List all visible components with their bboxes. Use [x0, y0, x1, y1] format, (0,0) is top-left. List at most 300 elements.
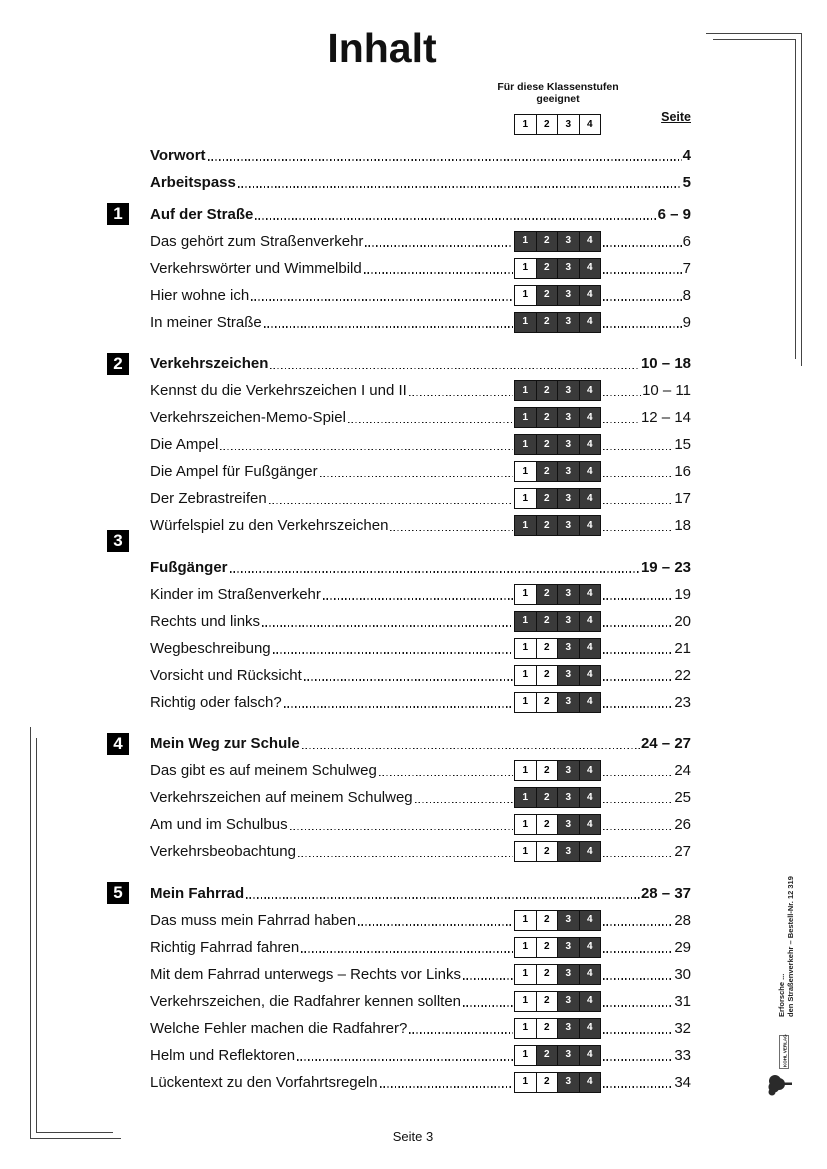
- grade-cell-4-marked: 4: [579, 435, 601, 454]
- grade-cell-1: 1: [515, 965, 536, 984]
- grade-cell-3-marked: 3: [557, 585, 579, 604]
- dot-leader: [603, 924, 673, 925]
- toc-entry-row: [150, 961, 691, 988]
- dot-leader: [603, 802, 673, 803]
- toc-entry-title: Die Ampel: [150, 436, 219, 453]
- toc-page-number: 25: [674, 789, 691, 806]
- grade-level-box: [514, 231, 601, 252]
- grade-cell-2-marked: 2: [536, 381, 558, 400]
- toc-entry-right: [601, 309, 691, 336]
- toc-entry-title: Das muss mein Fahrrad haben: [150, 911, 356, 929]
- grade-cell-3-marked: 3: [557, 435, 579, 454]
- grade-level-box: [514, 285, 601, 306]
- grade-levels-caption: [468, 81, 648, 105]
- toc-page-number: 30: [674, 965, 691, 983]
- grade-level-box: [514, 665, 601, 686]
- toc-entry-right: [601, 458, 691, 485]
- toc-page-number: 15: [674, 436, 691, 453]
- dot-leader: [364, 272, 513, 273]
- grade-cell-4-marked: 4: [579, 965, 601, 984]
- dot-leader: [348, 422, 513, 423]
- toc-entry-right: [601, 961, 691, 988]
- grade-cell-2: 2: [536, 965, 558, 984]
- grade-cell-1: 1: [515, 585, 536, 604]
- toc-entry-row: [150, 485, 691, 512]
- grade-cell-1: 1: [515, 115, 536, 134]
- toc-page-number: 21: [674, 639, 691, 657]
- page-column-header: Seite: [661, 110, 691, 124]
- dot-leader: [463, 978, 513, 979]
- dot-leader: [304, 679, 513, 680]
- toc-page-number: 31: [674, 992, 691, 1010]
- grade-cell-2-marked: 2: [536, 232, 558, 251]
- grade-cell-4-marked: 4: [579, 639, 601, 658]
- grade-cell-1: 1: [515, 815, 536, 834]
- toc-entry-row: [150, 255, 691, 282]
- toc-entry-right: [601, 1042, 691, 1069]
- toc-entry-left: [150, 961, 514, 988]
- dot-leader: [246, 897, 640, 898]
- grade-cell-3-marked: 3: [557, 938, 579, 957]
- toc-entry-right: [601, 988, 691, 1015]
- toc-entry-left: [150, 282, 514, 309]
- grade-cell-4-marked: 4: [579, 911, 601, 930]
- grade-cell-3-marked: 3: [557, 911, 579, 930]
- toc-entry-row: [150, 1069, 691, 1096]
- section-number-badge: 1: [107, 203, 129, 225]
- grade-cell-2-marked: 2: [536, 462, 558, 481]
- dot-leader: [270, 368, 640, 369]
- grade-cell-1: 1: [515, 1046, 536, 1065]
- toc-entry-right: [601, 1069, 691, 1096]
- toc-entry-row: [150, 228, 691, 255]
- toc-entry-left: [150, 811, 514, 838]
- grade-level-box: [514, 991, 601, 1012]
- grade-cell-4-marked: 4: [579, 462, 601, 481]
- grade-cell-1: 1: [515, 693, 536, 712]
- dot-leader: [320, 476, 513, 477]
- toc-entry-title: Verkehrswörter und Wimmelbild: [150, 259, 362, 277]
- section-title: Fußgänger: [150, 558, 228, 576]
- grade-cell-2-marked: 2: [536, 286, 558, 305]
- toc-intro-row: [150, 169, 691, 196]
- grade-cell-3-marked: 3: [557, 286, 579, 305]
- grade-level-box: [514, 584, 601, 605]
- toc-page-number: 6: [682, 232, 691, 250]
- toc-entry-left: [150, 757, 514, 784]
- toc-entry-left: [150, 1042, 514, 1069]
- grade-cell-1: 1: [515, 911, 536, 930]
- toc-entry-left: [150, 309, 514, 336]
- grade-cell-4-marked: 4: [579, 761, 601, 780]
- grade-cell-4-marked: 4: [579, 612, 601, 631]
- dot-leader: [220, 449, 513, 450]
- toc-entry-left: [150, 255, 514, 282]
- toc-entry-left: [150, 907, 514, 934]
- dot-leader: [284, 706, 513, 707]
- dot-leader: [208, 159, 682, 160]
- publisher-logo-text: KOHL VERLAG: [782, 1034, 788, 1067]
- grade-cell-2-marked: 2: [536, 788, 558, 807]
- toc-entry-row: [150, 1015, 691, 1042]
- grade-cell-1-marked: 1: [515, 435, 536, 454]
- toc-entry-right: [601, 431, 691, 458]
- toc-entry-right: [601, 228, 691, 255]
- dot-leader: [415, 802, 513, 803]
- toc-entry-row: [150, 512, 691, 539]
- grade-cell-1: 1: [515, 761, 536, 780]
- toc-page-number: 18: [674, 517, 691, 534]
- toc-entry-row: [150, 662, 691, 689]
- dot-leader: [603, 978, 673, 979]
- grade-cell-3-marked: 3: [557, 259, 579, 278]
- grade-cell-2-marked: 2: [536, 516, 558, 535]
- grade-level-box: [514, 461, 601, 482]
- toc-entry-left: [150, 662, 514, 689]
- toc-page-number: 22: [674, 666, 691, 684]
- toc-entry-right: [601, 512, 691, 539]
- grade-cell-2-marked: 2: [536, 585, 558, 604]
- grade-cell-3-marked: 3: [557, 639, 579, 658]
- toc-entry-title: Hier wohne ich: [150, 286, 250, 304]
- dot-leader: [251, 299, 513, 300]
- grade-cell-3-marked: 3: [557, 516, 579, 535]
- section-title: Auf der Straße: [150, 205, 254, 223]
- grade-cell-1-marked: 1: [515, 516, 536, 535]
- dot-leader: [365, 245, 513, 246]
- toc-entry-title: Das gehört zum Straßenverkehr: [150, 232, 364, 250]
- grade-cell-3-marked: 3: [557, 842, 579, 861]
- toc-entry-right: [601, 255, 691, 282]
- grade-level-box: [514, 407, 601, 428]
- toc-entry-left: [150, 838, 514, 865]
- toc-page-number: 7: [682, 259, 691, 277]
- toc-page-number: 23: [674, 693, 691, 711]
- dot-leader: [603, 422, 640, 423]
- grade-level-box: [514, 258, 601, 279]
- toc-entry-row: [150, 689, 691, 716]
- toc-page-number: 34: [674, 1073, 691, 1091]
- dot-leader: [380, 1086, 513, 1087]
- side-imprint: [777, 876, 795, 1017]
- toc-entry-title: Richtig Fahrrad fahren: [150, 938, 300, 956]
- grade-cell-3-marked: 3: [557, 761, 579, 780]
- dot-leader: [603, 245, 682, 246]
- dot-leader: [269, 503, 513, 504]
- dot-leader: [603, 395, 641, 396]
- grade-cell-2-marked: 2: [536, 259, 558, 278]
- toc-entry-left: [150, 784, 514, 811]
- toc-entry-left: [150, 431, 514, 458]
- section-page-range: 28 – 37: [640, 884, 691, 902]
- grade-level-box: [514, 1072, 601, 1093]
- page-footer-number: Seite 3: [392, 1129, 434, 1144]
- toc-entry-title: Am und im Schulbus: [150, 816, 288, 833]
- grade-level-box: [514, 1018, 601, 1039]
- section-number-badge: 5: [107, 882, 129, 904]
- grade-level-box: [514, 380, 601, 401]
- toc-page-number: 9: [682, 313, 691, 331]
- table-of-contents: [113, 142, 691, 1096]
- grade-level-box: [514, 787, 601, 808]
- toc-entry-row: [150, 1042, 691, 1069]
- dot-leader: [603, 503, 673, 504]
- dot-leader: [603, 476, 673, 477]
- grade-level-box: [514, 611, 601, 632]
- dot-leader: [358, 924, 513, 925]
- grade-cell-3-marked: 3: [557, 232, 579, 251]
- grade-cell-2: 2: [536, 639, 558, 658]
- toc-page-number: 28: [674, 911, 691, 929]
- grade-cell-3-marked: 3: [557, 815, 579, 834]
- dot-leader: [603, 856, 673, 857]
- grade-level-box: [514, 937, 601, 958]
- grade-cell-2: 2: [536, 1019, 558, 1038]
- grade-cell-4-marked: 4: [579, 815, 601, 834]
- toc-entry-row: [150, 757, 691, 784]
- grade-cell-2-marked: 2: [536, 1046, 558, 1065]
- grade-cell-4-marked: 4: [579, 489, 601, 508]
- toc-entry-title: Das gibt es auf meinem Schulweg: [150, 762, 377, 779]
- grade-cell-2: 2: [536, 842, 558, 861]
- toc-page-number: 29: [674, 938, 691, 956]
- toc-entry-title: Die Ampel für Fußgänger: [150, 463, 318, 480]
- section-4-header: [113, 730, 691, 757]
- grade-cell-4-marked: 4: [579, 1019, 601, 1038]
- toc-entry-right: [601, 485, 691, 512]
- toc-entry-left: [150, 988, 514, 1015]
- toc-entry-title: Vorwort: [150, 146, 206, 164]
- toc-page-number: 4: [682, 146, 691, 164]
- grade-cell-1-marked: 1: [515, 408, 536, 427]
- grade-cell-2-marked: 2: [536, 435, 558, 454]
- grade-level-box: [514, 1045, 601, 1066]
- dot-leader: [264, 326, 513, 327]
- bottom-left-corner-outer-line: [31, 727, 122, 1139]
- grade-level-box: [514, 910, 601, 931]
- toc-entry-title: Vorsicht und Rücksicht: [150, 666, 302, 684]
- grade-level-box: [514, 964, 601, 985]
- grade-cell-2: 2: [536, 761, 558, 780]
- section-number-badge: 4: [107, 733, 129, 755]
- grade-level-box: [514, 434, 601, 455]
- imprint-book-title-order-number: den Straßenverkehr – Bestell-Nr. 12 319: [786, 876, 795, 1017]
- toc-page-number: 5: [682, 173, 691, 191]
- dot-leader: [603, 706, 673, 707]
- toc-entry-left: [150, 485, 514, 512]
- toc-entry-row: [150, 309, 691, 336]
- section-page-range: 6 – 9: [657, 205, 691, 223]
- section-2-header: [113, 350, 691, 377]
- toc-entry-right: [601, 838, 691, 865]
- grade-cell-4-marked: 4: [579, 313, 601, 332]
- toc-entry-right: [601, 282, 691, 309]
- toc-entry-title: Der Zebrastreifen: [150, 490, 267, 507]
- grade-level-box: [514, 692, 601, 713]
- dot-leader: [238, 186, 682, 187]
- grade-cell-2-marked: 2: [536, 489, 558, 508]
- toc-entry-title: Helm und Reflektoren: [150, 1046, 296, 1064]
- dot-leader: [301, 951, 513, 952]
- grade-cell-1: 1: [515, 286, 536, 305]
- grade-cell-3-marked: 3: [557, 1019, 579, 1038]
- toc-page-number: 33: [674, 1046, 691, 1064]
- toc-entry-right: [601, 1015, 691, 1042]
- toc-entry-left: [150, 635, 514, 662]
- toc-entry-right: [601, 404, 691, 431]
- dot-leader: [273, 652, 513, 653]
- grade-cell-2: 2: [536, 115, 558, 134]
- dot-leader: [603, 272, 682, 273]
- section-page-range: 10 – 18: [640, 355, 691, 372]
- grade-level-box: [514, 638, 601, 659]
- toc-entry-title: Verkehrszeichen auf meinem Schulweg: [150, 789, 413, 806]
- toc-page-number: 32: [674, 1019, 691, 1037]
- grade-cell-3: 3: [557, 115, 579, 134]
- toc-entry-right: [601, 608, 691, 635]
- toc-page-number: 8: [682, 286, 691, 304]
- toc-entry-left: [150, 228, 514, 255]
- toc-entry-right: [601, 907, 691, 934]
- grade-cell-4-marked: 4: [579, 516, 601, 535]
- toc-entry-title: Kennst du die Verkehrszeichen I und II: [150, 382, 407, 399]
- dot-leader: [323, 598, 513, 599]
- grade-cell-4-marked: 4: [579, 259, 601, 278]
- toc-page-number: 17: [674, 490, 691, 507]
- dot-leader: [603, 1059, 673, 1060]
- grade-cell-4-marked: 4: [579, 232, 601, 251]
- grade-level-box: [514, 814, 601, 835]
- grade-cell-1-marked: 1: [515, 313, 536, 332]
- toc-entry-row: [150, 988, 691, 1015]
- bottom-left-corner-inner-line: [37, 738, 114, 1133]
- section-3-header: [113, 531, 691, 581]
- toc-entry-title: Verkehrsbeobachtung: [150, 843, 296, 860]
- grade-levels-legend-box: [514, 114, 601, 135]
- dot-leader: [290, 829, 513, 830]
- toc-entry-row: [150, 377, 691, 404]
- grade-cell-2: 2: [536, 938, 558, 957]
- dot-leader: [409, 395, 513, 396]
- toc-page-number: 19: [674, 585, 691, 603]
- toc-page-number: 16: [674, 463, 691, 480]
- toc-entry-row: [150, 431, 691, 458]
- grade-levels-caption-line-2: geeignet: [536, 93, 580, 105]
- dot-leader: [603, 775, 673, 776]
- dot-leader: [463, 1005, 513, 1006]
- grade-cell-3-marked: 3: [557, 666, 579, 685]
- tree-icon: [769, 1075, 793, 1096]
- dot-leader: [379, 775, 513, 776]
- grade-cell-4-marked: 4: [579, 1073, 601, 1092]
- grade-cell-2: 2: [536, 911, 558, 930]
- dot-leader: [603, 1032, 673, 1033]
- grade-cell-4-marked: 4: [579, 408, 601, 427]
- toc-entry-title: Mit dem Fahrrad unterwegs – Rechts vor Links: [150, 965, 461, 983]
- grade-levels-caption-line-1: Für diese Klassenstufen: [497, 81, 619, 93]
- toc-page-number: 20: [674, 612, 691, 630]
- toc-entry-row: [150, 907, 691, 934]
- toc-entry-title: Verkehrszeichen-Memo-Spiel: [150, 409, 346, 426]
- dot-leader: [298, 856, 513, 857]
- toc-entry-row: [150, 784, 691, 811]
- grade-cell-1: 1: [515, 842, 536, 861]
- toc-entry-right: [601, 662, 691, 689]
- grade-cell-2-marked: 2: [536, 313, 558, 332]
- toc-entry-title: Arbeitspass: [150, 173, 236, 191]
- grade-cell-4-marked: 4: [579, 1046, 601, 1065]
- grade-cell-1: 1: [515, 489, 536, 508]
- toc-entry-row: [150, 458, 691, 485]
- grade-cell-4-marked: 4: [579, 842, 601, 861]
- dot-leader: [603, 299, 682, 300]
- section-page-range: 19 – 23: [640, 558, 691, 576]
- toc-entry-title: Lückentext zu den Vorfahrtsregeln: [150, 1073, 378, 1091]
- section-number-badge: 3: [107, 530, 129, 552]
- dot-leader: [230, 571, 640, 572]
- grade-cell-4-marked: 4: [579, 666, 601, 685]
- toc-entry-title: Kinder im Straßenverkehr: [150, 585, 321, 603]
- grade-cell-4-marked: 4: [579, 992, 601, 1011]
- toc-entry-title: Würfelspiel zu den Verkehrszeichen: [150, 517, 389, 534]
- dot-leader: [603, 1086, 673, 1087]
- toc-page-number: 27: [674, 843, 691, 860]
- toc-entry-left: [150, 1015, 514, 1042]
- grade-cell-2: 2: [536, 815, 558, 834]
- toc-page-number: 12 – 14: [640, 409, 691, 426]
- section-title: Mein Weg zur Schule: [150, 735, 300, 752]
- toc-entry-left: [150, 512, 514, 539]
- dot-leader: [603, 652, 673, 653]
- toc-entry-title: Welche Fehler machen die Radfahrer?: [150, 1019, 408, 1037]
- grade-cell-2: 2: [536, 992, 558, 1011]
- toc-entry-right: [601, 635, 691, 662]
- grade-cell-3-marked: 3: [557, 381, 579, 400]
- dot-leader: [603, 679, 673, 680]
- toc-entry-left: [150, 1069, 514, 1096]
- toc-entry-right: [601, 581, 691, 608]
- grade-level-box: [514, 488, 601, 509]
- grade-cell-3-marked: 3: [557, 965, 579, 984]
- grade-cell-1: 1: [515, 1019, 536, 1038]
- grade-cell-4-marked: 4: [579, 938, 601, 957]
- toc-page-number: 10 – 11: [642, 382, 691, 399]
- dot-leader: [603, 625, 673, 626]
- grade-level-box: [514, 515, 601, 536]
- dot-leader: [603, 598, 673, 599]
- grade-level-box: [514, 312, 601, 333]
- grade-cell-1-marked: 1: [515, 788, 536, 807]
- dot-leader: [390, 530, 513, 531]
- grade-cell-1-marked: 1: [515, 381, 536, 400]
- grade-cell-1-marked: 1: [515, 232, 536, 251]
- toc-entry-left: [150, 608, 514, 635]
- grade-cell-2: 2: [536, 1073, 558, 1092]
- toc-entry-title: Richtig oder falsch?: [150, 693, 282, 711]
- dot-leader: [603, 1005, 673, 1006]
- dot-leader: [603, 530, 673, 531]
- grade-cell-3-marked: 3: [557, 462, 579, 481]
- toc-entry-right: [601, 934, 691, 961]
- grade-cell-3-marked: 3: [557, 693, 579, 712]
- grade-cell-3-marked: 3: [557, 1046, 579, 1065]
- toc-entry-left: [150, 934, 514, 961]
- toc-entry-left: [150, 581, 514, 608]
- grade-cell-1: 1: [515, 992, 536, 1011]
- grade-cell-1: 1: [515, 259, 536, 278]
- toc-entry-row: [150, 838, 691, 865]
- toc-entry-row: [150, 811, 691, 838]
